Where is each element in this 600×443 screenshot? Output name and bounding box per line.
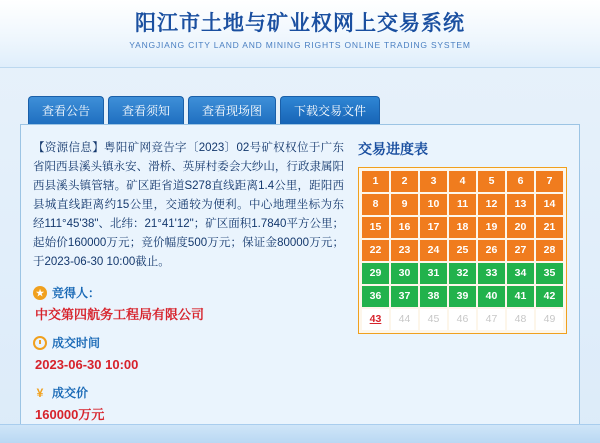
progress-cell[interactable]: 41 <box>507 286 534 307</box>
tab-view-site-map[interactable]: 查看现场图 <box>188 96 276 124</box>
tab-view-notice[interactable]: 查看须知 <box>108 96 184 124</box>
progress-cell[interactable]: 15 <box>362 217 389 238</box>
deal-price-label: 成交价 <box>52 386 89 400</box>
deal-price-value: 160000万元 <box>35 407 105 422</box>
bidder-value: 中交第四航务工程局有限公司 <box>35 307 205 322</box>
progress-cell[interactable]: 35 <box>536 263 563 284</box>
progress-cell[interactable]: 12 <box>478 194 505 215</box>
progress-cell[interactable]: 47 <box>478 309 505 330</box>
progress-cell[interactable]: 44 <box>391 309 418 330</box>
progress-cell[interactable]: 49 <box>536 309 563 330</box>
body-wrapper <box>0 68 600 437</box>
progress-cell[interactable]: 6 <box>507 171 534 192</box>
progress-cell[interactable]: 48 <box>507 309 534 330</box>
progress-cell[interactable]: 34 <box>507 263 534 284</box>
site-title: 阳江市土地与矿业权网上交易系统 <box>135 12 465 35</box>
progress-cell[interactable]: 14 <box>536 194 563 215</box>
progress-cell[interactable]: 19 <box>478 217 505 238</box>
progress-cell[interactable]: 18 <box>449 217 476 238</box>
progress-cell[interactable]: 11 <box>449 194 476 215</box>
progress-cell[interactable]: 32 <box>449 263 476 284</box>
deal-time-row <box>33 334 344 351</box>
site-header <box>0 0 600 68</box>
deal-time-label: 成交时间 <box>52 336 101 350</box>
progress-cell[interactable]: 37 <box>391 286 418 307</box>
progress-cell[interactable]: 43 <box>362 309 389 330</box>
progress-cell[interactable]: 36 <box>362 286 389 307</box>
progress-cell[interactable]: 45 <box>420 309 447 330</box>
clock-icon <box>33 336 47 350</box>
progress-cell[interactable]: 13 <box>507 194 534 215</box>
progress-cell[interactable]: 2 <box>391 171 418 192</box>
deal-price-row <box>33 384 344 401</box>
progress-cell[interactable]: 42 <box>536 286 563 307</box>
progress-cell[interactable]: 24 <box>420 240 447 261</box>
progress-cell[interactable]: 4 <box>449 171 476 192</box>
progress-title: 交易进度表 <box>358 141 428 157</box>
progress-row <box>361 308 564 331</box>
progress-cell[interactable]: 10 <box>420 194 447 215</box>
progress-cell[interactable]: 46 <box>449 309 476 330</box>
progress-row <box>361 239 564 262</box>
resource-info-column <box>33 139 352 424</box>
bidder-label: 竞得人： <box>52 286 101 300</box>
progress-grid <box>358 167 567 334</box>
progress-cell[interactable]: 30 <box>391 263 418 284</box>
site-subtitle: YANGJIANG CITY LAND AND MINING RIGHTS ONLINE TRADING SYSTEM <box>129 40 471 50</box>
bidder-icon: ★ <box>33 286 47 300</box>
progress-cell[interactable]: 38 <box>420 286 447 307</box>
progress-cell[interactable]: 31 <box>420 263 447 284</box>
progress-cell[interactable]: 1 <box>362 171 389 192</box>
progress-cell[interactable]: 16 <box>391 217 418 238</box>
progress-cell[interactable]: 39 <box>449 286 476 307</box>
tab-download-trade-files[interactable]: 下载交易文件 <box>280 96 380 124</box>
tab-view-announcement[interactable]: 查看公告 <box>28 96 104 124</box>
progress-cell[interactable]: 20 <box>507 217 534 238</box>
resource-info-text: 【资源信息】粤阳矿网竞告字〔2023〕02号矿权权位于广东省阳西县溪头镇永安、滑桥、英屏村委会大纱山，行政隶属阳西县溪头镇管辖。矿区距省道S278直线距离1.4公里，距阳西县城直线距离约15公里，交通较为便利。中心地理坐标为东经111°45'38"、北纬：21°41'12"；矿区面积1.7840平方公里；起始价160000万元；竞价幅度500万元；保证金80000万元；于2023-06-30 10:00截止。 <box>33 142 344 268</box>
progress-cell[interactable]: 7 <box>536 171 563 192</box>
progress-cell[interactable]: 17 <box>420 217 447 238</box>
footer-strip <box>0 424 600 443</box>
progress-cell[interactable]: 23 <box>391 240 418 261</box>
progress-row <box>361 262 564 285</box>
progress-cell[interactable]: 28 <box>536 240 563 261</box>
progress-cell[interactable]: 27 <box>507 240 534 261</box>
progress-cell[interactable]: 40 <box>478 286 505 307</box>
progress-cell[interactable]: 5 <box>478 171 505 192</box>
progress-row <box>361 285 564 308</box>
progress-row <box>361 216 564 239</box>
progress-row <box>361 193 564 216</box>
yen-icon: ¥ <box>36 385 44 400</box>
deal-time-value: 2023-06-30 10:00 <box>35 357 139 372</box>
content-panel <box>20 124 580 437</box>
progress-cell[interactable]: 9 <box>391 194 418 215</box>
progress-cell[interactable]: 26 <box>478 240 505 261</box>
bidder-row <box>33 284 344 301</box>
progress-cell[interactable]: 22 <box>362 240 389 261</box>
progress-cell[interactable]: 33 <box>478 263 505 284</box>
progress-cell[interactable]: 21 <box>536 217 563 238</box>
progress-row <box>361 170 564 193</box>
progress-cell[interactable]: 29 <box>362 263 389 284</box>
tab-bar <box>20 96 580 124</box>
progress-cell[interactable]: 8 <box>362 194 389 215</box>
progress-cell[interactable]: 25 <box>449 240 476 261</box>
progress-cell[interactable]: 3 <box>420 171 447 192</box>
progress-column <box>352 139 567 424</box>
